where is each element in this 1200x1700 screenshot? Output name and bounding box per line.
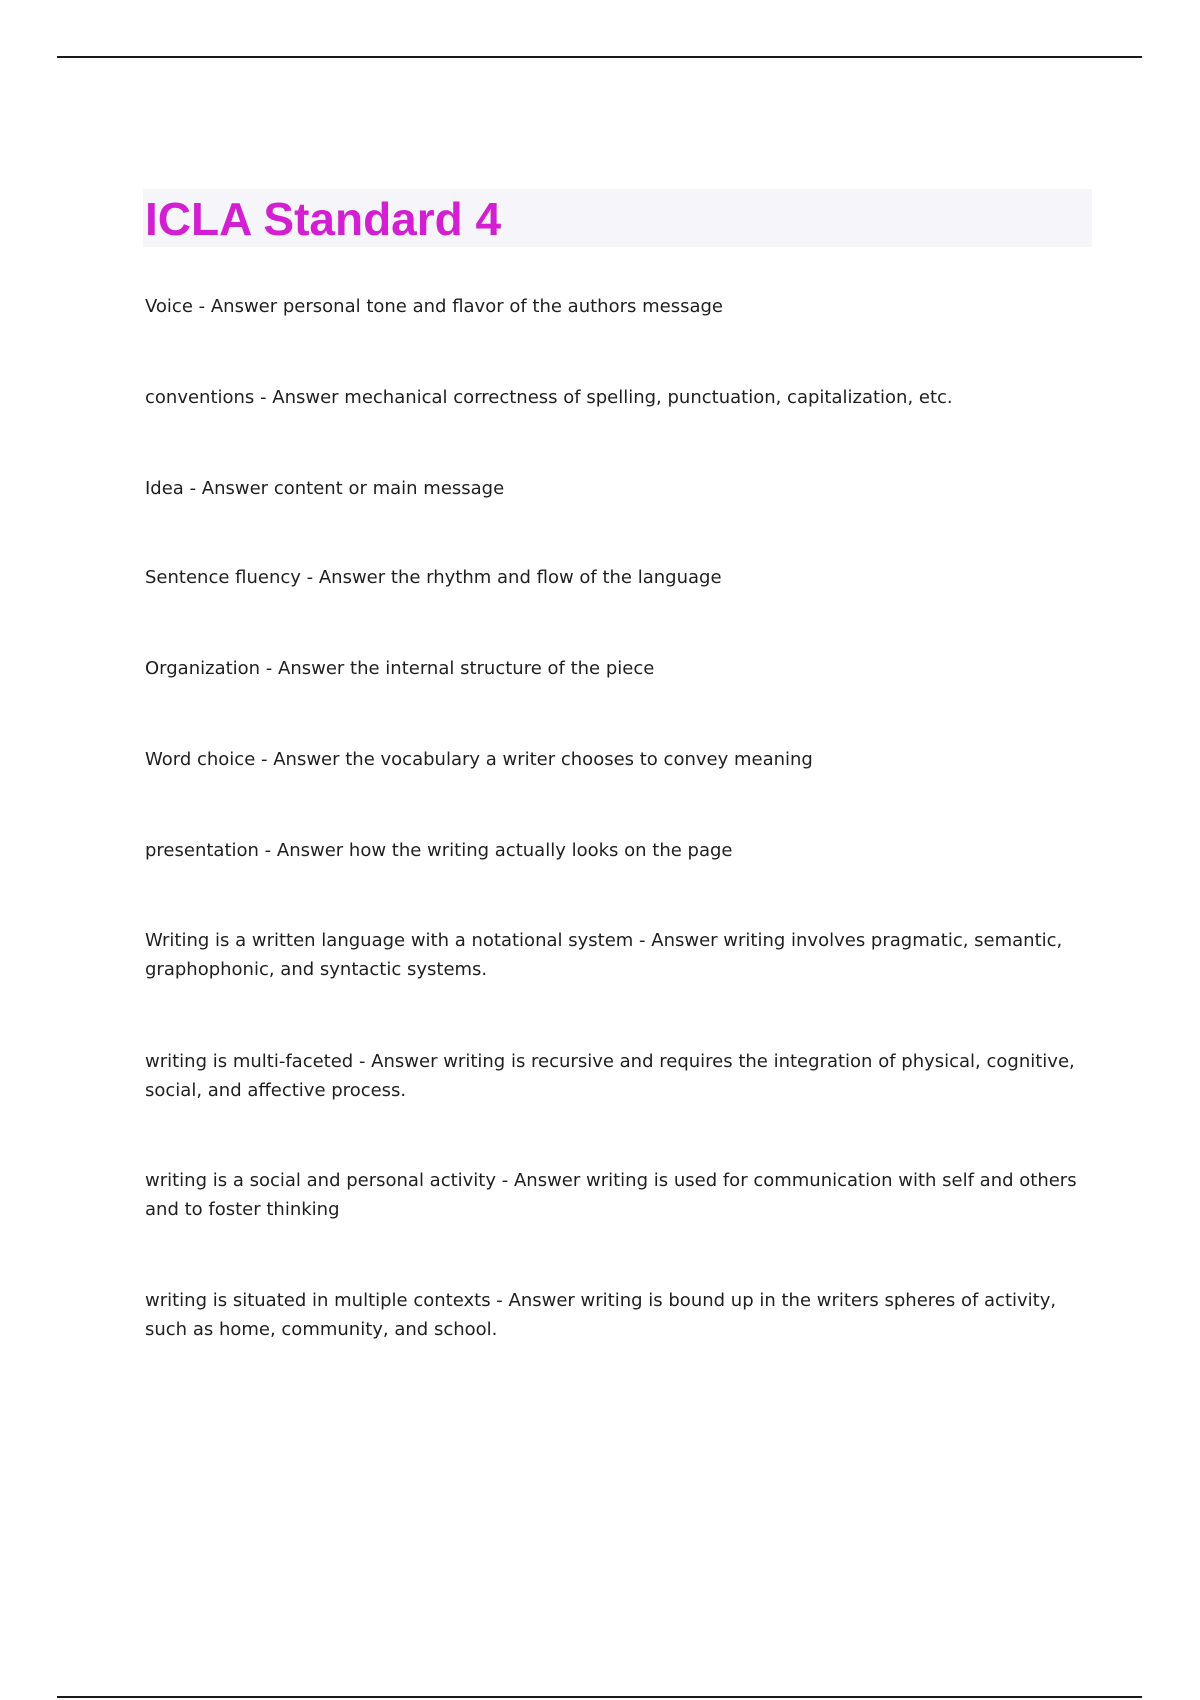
flashcard-definition: writing is recursive and requires the integration of physical, cognitive, social, and affective process.	[145, 1051, 1075, 1101]
page-top-rule	[57, 56, 1142, 58]
flashcard-definition: personal tone and flavor of the authors message	[282, 296, 723, 317]
answer-separator: - Answer	[490, 1290, 581, 1311]
flashcard-term: conventions	[145, 387, 255, 408]
flashcard-definition: the rhythm and flow of the language	[390, 567, 722, 588]
flashcard-item	[145, 654, 1085, 683]
flashcard-term: presentation	[145, 840, 259, 861]
flashcard-item	[145, 474, 1085, 503]
flashcard-term: writing is a social and personal activity	[145, 1170, 497, 1191]
document-title: ICLA Standard 4	[145, 193, 502, 245]
flashcard-item	[145, 1286, 1085, 1344]
flashcard-item	[145, 292, 1085, 321]
flashcard-term: Voice	[145, 296, 193, 317]
flashcard-term: writing is situated in multiple contexts	[145, 1290, 491, 1311]
flashcard-item	[145, 563, 1085, 592]
page-bottom-rule	[57, 1696, 1142, 1698]
flashcard-item	[145, 383, 1085, 412]
answer-separator: - Answer	[300, 567, 391, 588]
answer-separator: - Answer	[183, 478, 274, 499]
flashcard-term: Writing is a written language with a notational system	[145, 930, 634, 951]
answer-separator: - Answer	[255, 749, 346, 770]
flashcard-item	[145, 1047, 1085, 1105]
flashcard-term: Word choice	[145, 749, 256, 770]
answer-separator: - Answer	[192, 296, 283, 317]
flashcard-definition: the vocabulary a writer chooses to convey meaning	[345, 749, 813, 770]
flashcard-definition: content or main message	[273, 478, 505, 499]
flashcard-definition: how the writing actually looks on the page	[348, 840, 733, 861]
flashcard-definition: mechanical correctness of spelling, punctuation, capitalization, etc.	[344, 387, 953, 408]
flashcard-item	[145, 836, 1085, 865]
flashcard-term: Idea	[145, 478, 184, 499]
flashcard-term: Organization	[145, 658, 261, 679]
flashcard-item	[145, 926, 1085, 984]
answer-separator: - Answer	[633, 930, 724, 951]
answer-separator: - Answer	[353, 1051, 444, 1072]
flashcard-item	[145, 745, 1085, 774]
flashcard-definition: writing is used for communication with self and others and to foster thinking	[145, 1170, 1077, 1220]
flashcard-term: Sentence fluency	[145, 567, 301, 588]
flashcard-definition: writing involves pragmatic, semantic, graphophonic, and syntactic systems.	[145, 930, 1063, 980]
answer-separator: - Answer	[496, 1170, 586, 1191]
flashcard-definition: the internal structure of the piece	[350, 658, 655, 679]
answer-separator: - Answer	[258, 840, 349, 861]
flashcard-item	[145, 1166, 1085, 1224]
flashcard-term: writing is multi-faceted	[145, 1051, 354, 1072]
flashcard-definition: writing is bound up in the writers spheres of activity, such as home, community, and school.	[145, 1290, 1057, 1340]
answer-separator: - Answer	[254, 387, 345, 408]
answer-separator: - Answer	[260, 658, 351, 679]
